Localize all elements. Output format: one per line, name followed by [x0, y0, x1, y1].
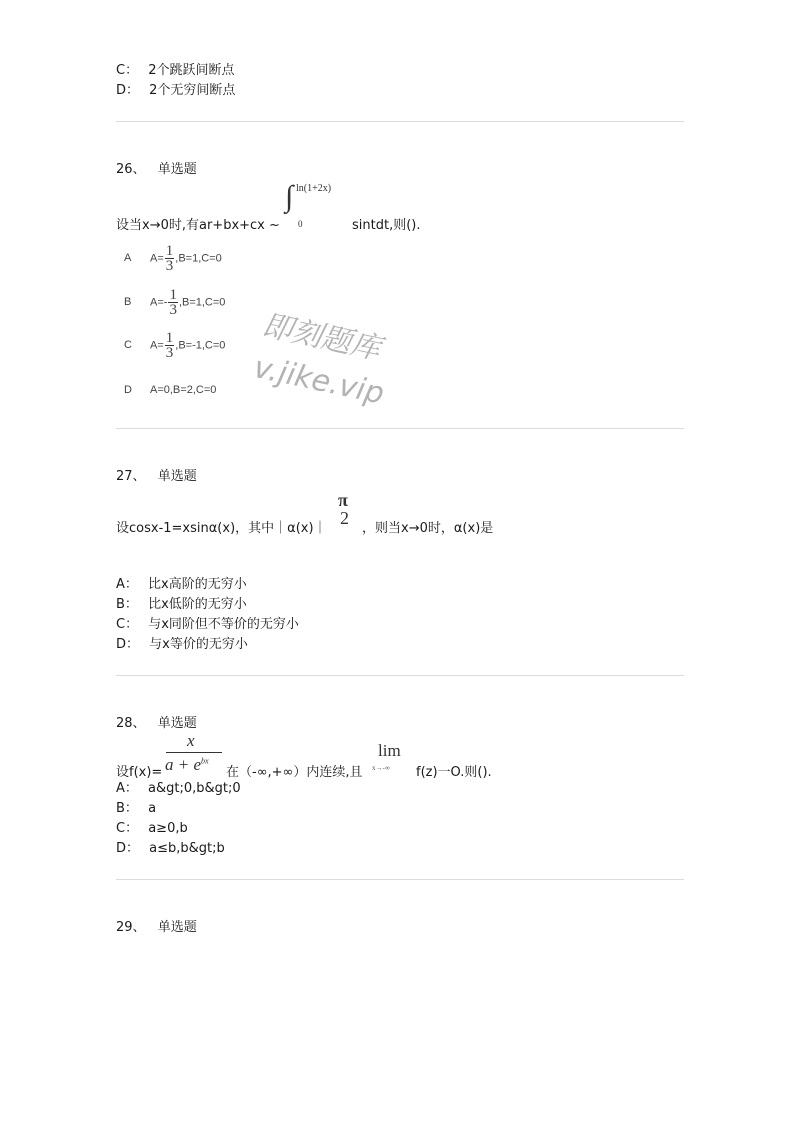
watermark-text: 即刻题库 — [259, 307, 384, 368]
option-letter: A： — [116, 781, 138, 796]
fraction: $\frac{1}{3}$ — [165, 330, 174, 361]
fraction-numerator: x — [187, 731, 195, 750]
option-letter: C — [124, 339, 132, 352]
option-text: a≥0,b — [148, 821, 188, 836]
q26-stem-prefix: 设当x→0时,有ar+bx+cx ~ — [116, 218, 280, 233]
q26-option-c: C A= $\frac{1}{3}$ ,B=-1,C=0 — [124, 330, 226, 361]
question-number: 29、 — [116, 920, 146, 935]
q28-stem-suffix: f(z)一O.则(). — [416, 765, 492, 780]
question-type: 单选题 — [157, 716, 197, 731]
divider — [116, 121, 684, 122]
option-text: 比x高阶的无穷小 — [148, 577, 247, 592]
option-letter: C： — [116, 63, 139, 78]
q27-stem-prefix: 设cosx-1=xsinα(x)，其中｜α(x)｜ — [116, 521, 327, 536]
fraction-denominator: $a + e^{bx}$ — [165, 755, 209, 774]
q28-option-c — [116, 820, 188, 838]
option-text: a — [148, 801, 157, 816]
q28-stem-prefix: 设f(x)= — [116, 765, 163, 780]
q28-option-b — [116, 800, 156, 818]
q26-option-b: B A=- $\frac{1}{3}$ ,B=1,C=0 — [124, 287, 226, 318]
option-letter: A — [124, 252, 132, 265]
question-number: 28、 — [116, 716, 146, 731]
q28-header — [116, 712, 197, 731]
question-number: 27、 — [116, 469, 146, 484]
option-letter: C： — [116, 821, 139, 836]
option-text: 2个无穷间断点 — [149, 83, 236, 98]
option-letter: A： — [116, 577, 138, 592]
q28-option-d — [116, 840, 225, 858]
question-type: 单选题 — [157, 162, 197, 177]
q25-option-d — [116, 82, 235, 100]
question-type: 单选题 — [157, 469, 197, 484]
limit-subscript: x→-∞ — [372, 764, 390, 772]
q28-stem-mid: 在（-∞,+∞）内连续,且 — [226, 765, 363, 780]
q26-option-d: D A=0,B=2,C=0 — [124, 384, 217, 396]
option-text: 与x同阶但不等价的无穷小 — [148, 617, 299, 632]
divider — [116, 879, 684, 880]
q27-option-a — [116, 576, 247, 594]
question-type: 单选题 — [157, 920, 197, 935]
integral-sign: ∫ — [285, 180, 294, 213]
option-letter: C： — [116, 617, 139, 632]
option-letter: D： — [116, 83, 140, 98]
integral-lower-limit: 0 — [298, 219, 303, 229]
q26-header — [116, 158, 197, 177]
q27-stem-suffix: ，则当x→0时，α(x)是 — [362, 521, 494, 536]
integral-upper-limit: ln(1+2x) — [296, 183, 332, 194]
option-text: 比x低阶的无穷小 — [148, 597, 247, 612]
option-text: 与x等价的无穷小 — [149, 637, 248, 652]
q27-option-c — [116, 616, 299, 634]
fraction: $\frac{1}{3}$ — [169, 287, 177, 318]
option-text: 2个跳跃间断点 — [148, 63, 235, 78]
fraction: $\frac{1}{3}$ — [165, 243, 174, 274]
option-letter: B： — [116, 597, 138, 612]
option-text: a≤b,b&gt;b — [149, 841, 225, 856]
option-text: a&gt;0,b&gt;0 — [148, 781, 241, 796]
option-letter: B — [124, 296, 132, 309]
option-letter: D — [124, 384, 132, 396]
option-letter: D： — [116, 841, 140, 856]
fraction-numerator: π — [338, 490, 348, 510]
q29-header — [116, 916, 197, 935]
divider — [116, 675, 684, 676]
option-letter: B： — [116, 801, 138, 816]
fraction-bar — [166, 752, 222, 753]
q27-option-d — [116, 636, 248, 654]
q27-header — [116, 465, 197, 484]
q27-option-b — [116, 596, 247, 614]
q26-stem-suffix: sintdt,则(). — [352, 218, 421, 233]
fraction-denominator: 2 — [340, 508, 349, 528]
divider — [116, 428, 684, 429]
option-letter: D： — [116, 637, 140, 652]
limit-word: lim — [378, 741, 401, 760]
q26-option-a: A A= $\frac{1}{3}$ ,B=1,C=0 — [124, 243, 222, 274]
q25-option-c — [116, 62, 235, 80]
question-number: 26、 — [116, 162, 146, 177]
watermark-url: v.jike.vip — [250, 350, 388, 412]
q28-option-a — [116, 780, 241, 798]
